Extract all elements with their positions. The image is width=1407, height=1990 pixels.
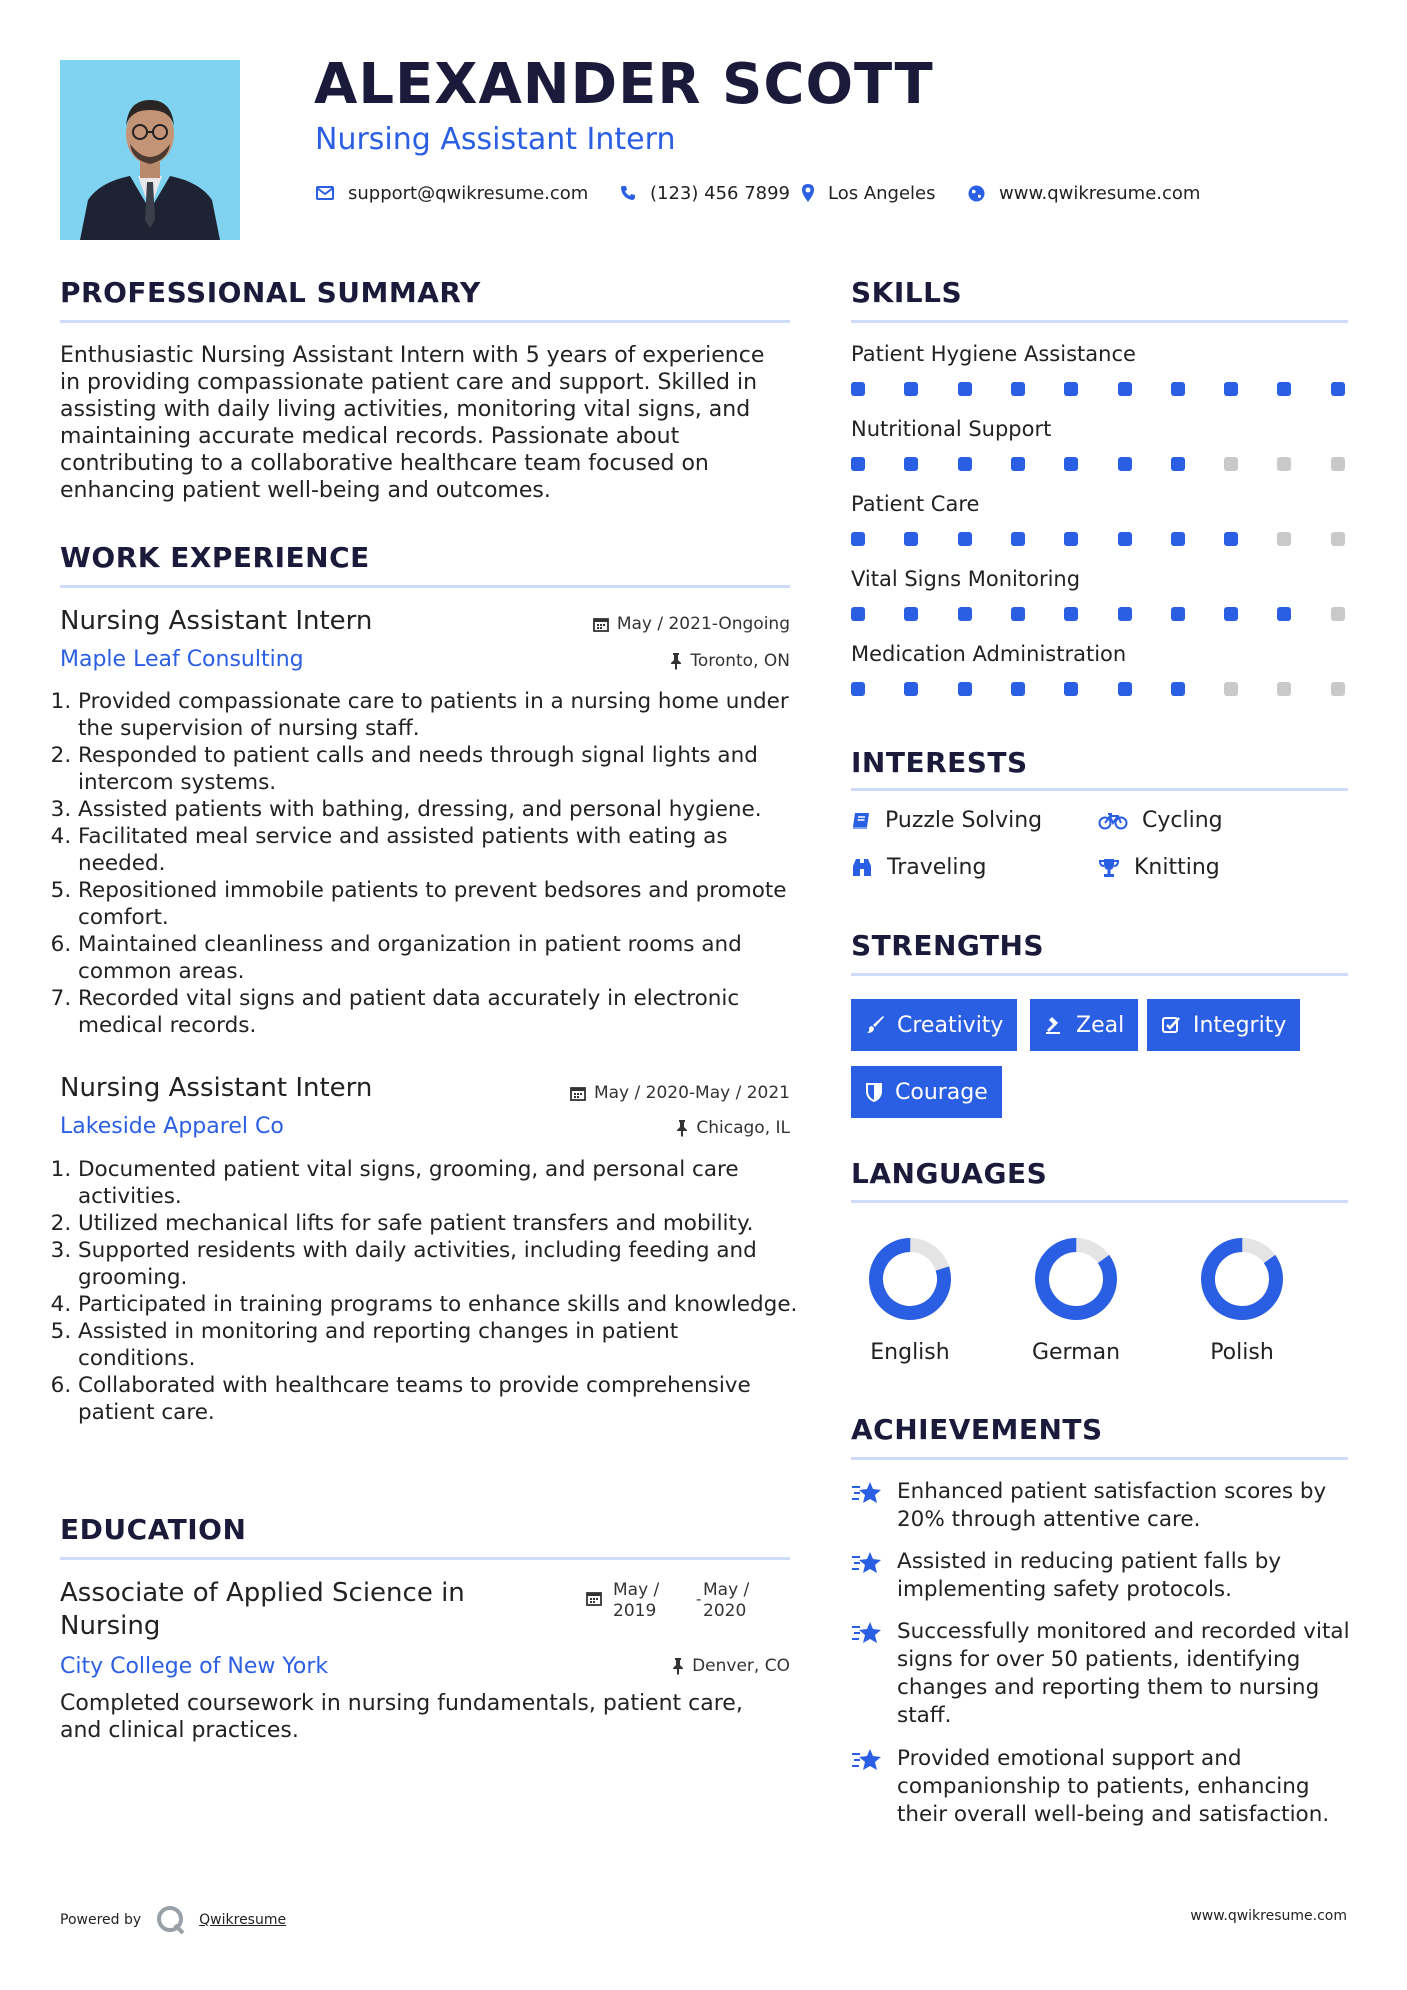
duty-item: 6. Maintained cleanliness and organization in patient rooms and common areas.: [78, 931, 800, 985]
candidate-title: Nursing Assistant Intern: [315, 122, 676, 157]
duty-item: 4. Facilitated meal service and assisted patients with eating as needed.: [78, 823, 800, 877]
skill-level-dot: [1224, 532, 1238, 546]
skill-level-dot: [904, 457, 918, 471]
gavel-icon: [1044, 1015, 1064, 1035]
job-date: May / 2021-Ongoing: [593, 614, 790, 634]
skill-level-dot: [904, 682, 918, 696]
skill-level-dot: [1011, 457, 1025, 471]
achievement-item: [851, 1548, 1351, 1604]
contact-location: [802, 178, 936, 208]
skill-level-dot: [1011, 532, 1025, 546]
skill-level-dot: [1224, 607, 1238, 621]
footer-brand-link[interactable]: Qwikresume: [199, 1912, 287, 1928]
pin-icon: [676, 1119, 688, 1137]
calendar-icon: [570, 1085, 586, 1101]
duty-item: 1. Documented patient vital signs, grooming, and personal care activities.: [78, 1156, 800, 1210]
duty-item: 6. Collaborated with healthcare teams to provide comprehensive patient care.: [78, 1372, 800, 1426]
skill-level-dot: [904, 532, 918, 546]
skill-level-dot: [1171, 382, 1185, 396]
job-date: May / 2020-May / 2021: [570, 1083, 790, 1103]
skill-level-dot: [1064, 457, 1078, 471]
skill-level-dot: [851, 607, 865, 621]
skill-level-dot: [1118, 382, 1132, 396]
education-location: Denver, CO: [672, 1656, 790, 1676]
degree-title-line1: Associate of Applied Science in: [60, 1578, 465, 1608]
contact-email[interactable]: [316, 178, 588, 208]
job-location: Toronto, ON: [670, 651, 790, 671]
job-duties-list: [60, 688, 800, 1039]
achievement-text: Assisted in reducing patient falls by implementing safety protocols.: [897, 1549, 1282, 1602]
school-name[interactable]: City College of New York: [60, 1654, 329, 1679]
job-location: Chicago, IL: [676, 1118, 790, 1138]
footer-url[interactable]: www.qwikresume.com: [1190, 1908, 1347, 1924]
strengths-heading: STRENGTHS: [851, 929, 1045, 962]
interest-item: Knitting: [1098, 855, 1220, 880]
summary-text: Enthusiastic Nursing Assistant Intern with 5 years of experience in providing compassionate patient care and support. Skilled in assisting with daily living activities, monitoring vital signs, and maintaining accurate medical records. Passionate about contributing to a collaborative healthcare team focused on enhancing patient well-being and outcomes.: [60, 343, 765, 503]
skill-level-dot: [1277, 532, 1291, 546]
ring-fill: [867, 1236, 953, 1322]
skills-divider: [851, 320, 1348, 323]
skill-level-dot: [1064, 682, 1078, 696]
strength-tag: Integrity: [1147, 999, 1300, 1051]
experience-divider: [60, 585, 790, 588]
website-text: www.qwikresume.com: [999, 182, 1201, 204]
skill-name: Vital Signs Monitoring: [851, 567, 1081, 591]
check-square-icon: [1161, 1015, 1181, 1035]
achievement-item: [851, 1478, 1351, 1534]
strength-tag: Creativity: [851, 999, 1017, 1051]
email-text: support@qwikresume.com: [348, 182, 589, 204]
skill-level-dot: [1118, 532, 1132, 546]
star-award-icon: [851, 1620, 883, 1646]
skill-level-dot: [1277, 607, 1291, 621]
skill-level-dot: [1331, 532, 1345, 546]
shield-icon: [865, 1082, 883, 1102]
duty-item: 7. Recorded vital signs and patient data accurately in electronic medical records.: [78, 985, 800, 1039]
skill-level-dot: [851, 382, 865, 396]
skill-level-dot: [1331, 607, 1345, 621]
skill-level-dot: [958, 457, 972, 471]
company-name[interactable]: Lakeside Apparel Co: [60, 1114, 284, 1139]
skill-level-dot: [1224, 682, 1238, 696]
skill-level-dot: [1011, 607, 1025, 621]
skill-level-dot: [1118, 682, 1132, 696]
summary-heading: PROFESSIONAL SUMMARY: [60, 276, 481, 309]
pin-icon: [670, 652, 682, 670]
skills-heading: SKILLS: [851, 276, 963, 309]
skill-level-dot: [1064, 382, 1078, 396]
skill-level-dot: [958, 532, 972, 546]
contact-phone[interactable]: [620, 178, 790, 208]
duty-item: 2. Utilized mechanical lifts for safe patient transfers and mobility.: [78, 1210, 800, 1237]
skill-level-dot: [1331, 682, 1345, 696]
skill-level-dot: [904, 382, 918, 396]
skill-name: Medication Administration: [851, 642, 1127, 666]
phone-text: (123) 456 7899: [650, 182, 791, 204]
profile-photo: [60, 60, 240, 240]
interest-item: Puzzle Solving: [851, 808, 1042, 833]
experience-heading: WORK EXPERIENCE: [60, 541, 370, 574]
language-name: German: [1031, 1340, 1121, 1365]
duty-item: 3. Supported residents with daily activities, including feeding and grooming.: [78, 1237, 800, 1291]
skill-level-dot: [851, 457, 865, 471]
skill-level-dot: [1224, 382, 1238, 396]
skill-name: Patient Care: [851, 492, 980, 516]
language-proficiency-ring: [1031, 1234, 1121, 1324]
duty-item: 1. Provided compassionate care to patients in a nursing home under the supervision of nursing staff.: [78, 688, 800, 742]
skill-level-dot: [1331, 457, 1345, 471]
star-award-icon: [851, 1550, 883, 1576]
duty-item: 5. Repositioned immobile patients to prevent bedsores and promote comfort.: [78, 877, 800, 931]
trophy-icon: [1098, 858, 1120, 878]
duty-item: 4. Participated in training programs to enhance skills and knowledge.: [78, 1291, 800, 1318]
globe-icon: [968, 185, 985, 202]
interest-item: Traveling: [851, 855, 986, 880]
book-icon: [851, 811, 871, 831]
skill-level-dot: [904, 607, 918, 621]
candidate-name: ALEXANDER SCOTT: [314, 52, 934, 117]
duty-item: 3. Assisted patients with bathing, dressing, and personal hygiene.: [78, 796, 800, 823]
achievement-text: Provided emotional support and companionship to patients, enhancing their overall well-being and satisfaction.: [897, 1746, 1330, 1827]
skill-level-dot: [1011, 382, 1025, 396]
location-text: Los Angeles: [828, 182, 936, 204]
education-end-date: May / 2020: [703, 1580, 750, 1621]
duty-item: 2. Responded to patient calls and needs through signal lights and intercom systems.: [78, 742, 800, 796]
interests-divider: [851, 788, 1348, 791]
skill-level-dot: [1171, 682, 1185, 696]
calendar-icon: [593, 616, 609, 632]
job-title: Nursing Assistant Intern: [60, 606, 373, 636]
binoculars-icon: [851, 858, 873, 878]
degree-title-line2: Nursing: [60, 1611, 161, 1641]
education-divider: [60, 1557, 790, 1560]
star-award-icon: [851, 1480, 883, 1506]
achievement-text: Enhanced patient satisfaction scores by 20% through attentive care.: [897, 1479, 1327, 1532]
envelope-icon: [316, 186, 334, 200]
skill-level-dot: [958, 607, 972, 621]
contact-website[interactable]: [968, 178, 1200, 208]
achievements-divider: [851, 1457, 1348, 1460]
language-name: Polish: [1210, 1340, 1274, 1365]
skill-level-dot: [1011, 682, 1025, 696]
language-proficiency-ring: [1197, 1234, 1287, 1324]
skill-level-dot: [1064, 607, 1078, 621]
skill-level-dot: [1118, 607, 1132, 621]
interests-heading: INTERESTS: [851, 746, 1028, 779]
achievement-text: Successfully monitored and recorded vital signs for over 50 patients, identifying changes and reporting them to nursing staff.: [897, 1619, 1350, 1728]
skill-level-dot: [1331, 382, 1345, 396]
skill-name: Patient Hygiene Assistance: [851, 342, 1136, 366]
skill-level-dot: [958, 682, 972, 696]
company-name[interactable]: Maple Leaf Consulting: [60, 647, 304, 672]
skill-level-dot: [851, 682, 865, 696]
footer-powered-by: Powered by Qwikresume: [60, 1905, 286, 1935]
achievement-item: [851, 1618, 1351, 1730]
languages-divider: [851, 1200, 1348, 1203]
skill-level-dot: [1277, 382, 1291, 396]
skill-level-dot: [1171, 607, 1185, 621]
languages-heading: LANGUAGES: [851, 1157, 1048, 1190]
skill-level-dot: [1277, 682, 1291, 696]
date-separator: -: [696, 1590, 702, 1608]
strength-tag: Zeal: [1030, 999, 1138, 1051]
language-name: English: [870, 1340, 950, 1365]
skill-level-dot: [1171, 457, 1185, 471]
skill-level-dot: [1224, 457, 1238, 471]
education-description: Completed coursework in nursing fundamentals, patient care, and clinical practices.: [60, 1691, 743, 1743]
education-start-date: May / 2019: [613, 1580, 660, 1621]
paint-brush-icon: [865, 1015, 885, 1035]
skill-level-dot: [958, 382, 972, 396]
ring-fill: [1031, 1234, 1121, 1324]
summary-divider: [60, 320, 790, 323]
job-duties-list: [60, 1156, 800, 1426]
duty-item: 5. Assisted in monitoring and reporting changes in patient conditions.: [78, 1318, 800, 1372]
strengths-divider: [851, 973, 1348, 976]
calendar-icon: [586, 1590, 602, 1610]
map-marker-icon: [802, 184, 814, 202]
achievement-item: [851, 1745, 1351, 1829]
job-title: Nursing Assistant Intern: [60, 1073, 373, 1103]
skill-level-dot: [1118, 457, 1132, 471]
education-heading: EDUCATION: [60, 1513, 247, 1546]
strength-tag: Courage: [851, 1066, 1002, 1118]
star-award-icon: [851, 1747, 883, 1773]
interest-item: Cycling: [1098, 808, 1223, 833]
pin-icon: [672, 1657, 684, 1675]
phone-icon: [620, 185, 636, 201]
qwikresume-logo-icon: [155, 1905, 187, 1935]
skill-level-dot: [1171, 532, 1185, 546]
achievements-heading: ACHIEVEMENTS: [851, 1413, 1103, 1446]
skill-level-dot: [1277, 457, 1291, 471]
language-proficiency-ring: [865, 1234, 955, 1324]
skill-name: Nutritional Support: [851, 417, 1052, 441]
skill-level-dot: [851, 532, 865, 546]
bicycle-icon: [1098, 812, 1128, 830]
skill-level-dot: [1064, 532, 1078, 546]
ring-fill: [1197, 1234, 1287, 1324]
